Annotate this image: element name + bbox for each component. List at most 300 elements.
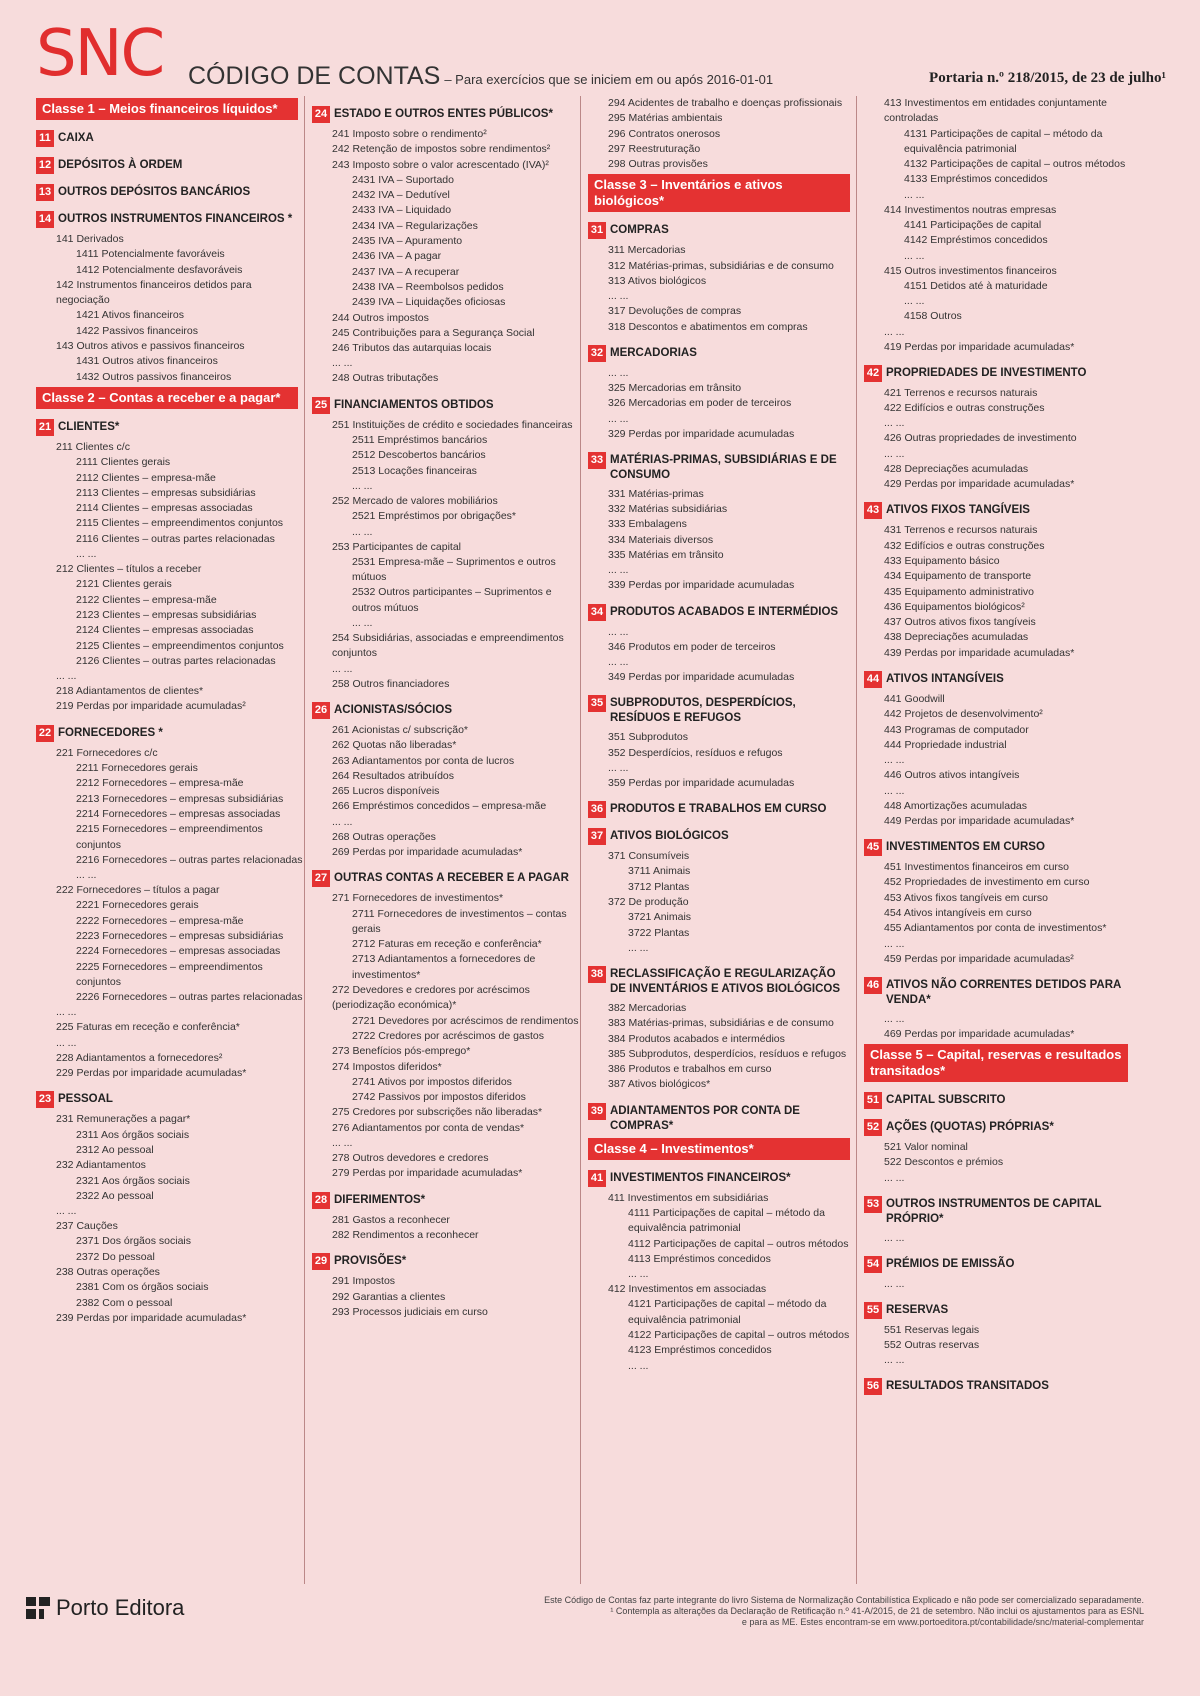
account-entry bbox=[862, 264, 1134, 279]
account-code: 2321 bbox=[76, 1174, 100, 1187]
account-name: Perdas por imparidade acumuladas* bbox=[904, 478, 1075, 491]
account-entry bbox=[34, 354, 304, 369]
account-entry bbox=[586, 96, 856, 111]
account-entry bbox=[586, 1343, 856, 1358]
account-group-name: PROPRIEDADES DE INVESTIMENTO bbox=[886, 366, 1087, 379]
account-name: IVA – Liquidações oficiosas bbox=[378, 296, 506, 309]
account-entry bbox=[34, 278, 304, 309]
account-entry bbox=[586, 1191, 856, 1206]
account-code: 384 bbox=[608, 1032, 626, 1045]
account-entry bbox=[862, 309, 1134, 324]
account-group bbox=[588, 222, 852, 239]
account-name: Perdas por imparidade acumuladas² bbox=[904, 952, 1074, 965]
account-code: 317 bbox=[608, 305, 626, 318]
account-code: 263 bbox=[332, 754, 350, 767]
account-name: Fornecedores – outras partes relacionadas bbox=[102, 991, 303, 1004]
account-entry bbox=[862, 172, 1134, 187]
account-name: Mercadorias bbox=[628, 1001, 687, 1014]
account-group-name: ESTADO E OUTROS ENTES PÚBLICOS* bbox=[334, 108, 553, 120]
account-entry bbox=[310, 1228, 580, 1243]
account-group-name: RECLASSIFICAÇÃO E REGULARIZAÇÃO DE INVENTÁRIOS E ATIVOS BIOLÓGICOS bbox=[610, 967, 841, 995]
account-group bbox=[864, 1196, 1130, 1227]
class-heading: Classe 1 – Meios financeiros líquidos* bbox=[36, 98, 298, 120]
account-name: Perdas por imparidade acumuladas bbox=[628, 670, 795, 683]
ellipsis-row: ... ... bbox=[884, 784, 905, 797]
account-name: Devedores e credores por acréscimos (periodização económica)* bbox=[332, 984, 530, 1012]
account-entry bbox=[862, 96, 1134, 127]
ellipsis-row: ... ... bbox=[56, 1205, 77, 1218]
account-code: 414 bbox=[884, 203, 902, 216]
account-name: Terrenos e recursos naturais bbox=[904, 524, 1038, 537]
account-entry bbox=[34, 639, 304, 654]
account-name: Equipamento administrativo bbox=[904, 585, 1035, 598]
column-4 bbox=[862, 96, 1134, 1584]
account-entry bbox=[586, 320, 856, 335]
account-entry bbox=[586, 274, 856, 289]
account-entry bbox=[310, 907, 580, 938]
account-name: Ativos intangíveis em curso bbox=[903, 906, 1032, 919]
account-code: 2114 bbox=[76, 502, 99, 515]
account-group-name: OUTROS DEPÓSITOS BANCÁRIOS bbox=[58, 186, 251, 198]
account-name: Outros passivos financeiros bbox=[102, 370, 232, 383]
account-name: Participações de capital – método da equivalência patrimonial bbox=[628, 1298, 827, 1326]
account-entry bbox=[586, 1077, 856, 1092]
account-entry bbox=[586, 517, 856, 532]
account-code: 2322 bbox=[76, 1189, 100, 1202]
account-code: 325 bbox=[608, 381, 626, 394]
account-code: 253 bbox=[332, 540, 350, 553]
ellipsis-row: ... ... bbox=[884, 1231, 905, 1244]
account-group-number: 39 bbox=[588, 1103, 606, 1120]
account-code: 312 bbox=[608, 259, 626, 272]
account-code: 436 bbox=[884, 600, 902, 613]
account-entry bbox=[310, 464, 580, 479]
account-code: 2121 bbox=[76, 578, 100, 591]
account-name: Subprodutos, desperdícios, resíduos e refugos bbox=[628, 1047, 847, 1060]
account-code: 143 bbox=[56, 340, 74, 353]
account-code: 275 bbox=[332, 1106, 350, 1119]
account-name: Equipamento de transporte bbox=[904, 570, 1032, 583]
account-group bbox=[36, 184, 300, 201]
account-code: 2123 bbox=[76, 608, 100, 621]
account-name: Participações de capital – outros métodos bbox=[654, 1329, 850, 1342]
account-code: 454 bbox=[884, 906, 902, 919]
account-name: Investimentos financeiros em curso bbox=[904, 861, 1070, 874]
account-entry bbox=[34, 471, 304, 486]
account-code: 1422 bbox=[76, 324, 100, 337]
account-group-name: RESERVAS bbox=[886, 1303, 949, 1316]
account-code: 291 bbox=[332, 1275, 350, 1288]
account-entry bbox=[310, 1044, 580, 1059]
account-group-number: 33 bbox=[588, 452, 606, 469]
account-entry bbox=[34, 577, 304, 592]
account-name: IVA – Apuramento bbox=[378, 235, 463, 248]
account-code: 2225 bbox=[76, 960, 100, 973]
account-entry bbox=[862, 799, 1134, 814]
account-group-name: DEPÓSITOS À ORDEM bbox=[58, 159, 183, 171]
account-code: 449 bbox=[884, 814, 902, 827]
account-name: Empréstimos bancários bbox=[377, 434, 488, 447]
account-group-number: 42 bbox=[864, 365, 882, 382]
account-code: 429 bbox=[884, 478, 902, 491]
account-name: Com os órgãos sociais bbox=[102, 1281, 209, 1294]
account-group-name: ATIVOS INTANGÍVEIS bbox=[886, 673, 1004, 686]
account-group bbox=[312, 106, 576, 123]
account-name: Matérias ambientais bbox=[628, 112, 723, 125]
account-entry bbox=[586, 1001, 856, 1016]
account-entry bbox=[34, 776, 304, 791]
ellipsis-row: ... ... bbox=[608, 412, 629, 425]
account-group bbox=[312, 1253, 576, 1270]
account-code: 4133 bbox=[904, 173, 928, 186]
account-name: Clientes – títulos a receber bbox=[76, 563, 202, 576]
account-code: 4158 bbox=[904, 310, 928, 323]
account-entry bbox=[310, 326, 580, 341]
account-entry bbox=[310, 509, 580, 524]
account-group bbox=[864, 1119, 1130, 1136]
account-name: Matérias subsidiárias bbox=[628, 503, 728, 516]
account-code: 2222 bbox=[76, 914, 100, 927]
account-name: Processos judiciais em curso bbox=[352, 1305, 488, 1318]
account-group-number: 56 bbox=[864, 1378, 882, 1395]
account-entry bbox=[586, 157, 856, 172]
account-name: Derivados bbox=[76, 233, 124, 245]
account-name: Reservas legais bbox=[904, 1323, 980, 1336]
account-name: Com o pessoal bbox=[102, 1296, 173, 1309]
account-group-number: 23 bbox=[36, 1091, 54, 1108]
account-name: Depreciações acumuladas bbox=[904, 462, 1029, 475]
account-name: Devoluções de compras bbox=[628, 305, 742, 318]
account-code: 4132 bbox=[904, 158, 928, 171]
account-entry bbox=[862, 386, 1134, 401]
account-name: Materiais diversos bbox=[628, 533, 714, 546]
account-name: Faturas em receção e conferência* bbox=[378, 938, 542, 951]
account-name: Clientes – empresas subsidiárias bbox=[102, 608, 257, 621]
account-group-name: PROVISÕES* bbox=[334, 1255, 407, 1268]
account-group-number: 11 bbox=[36, 130, 54, 147]
account-group-number: 22 bbox=[36, 725, 54, 742]
account-name: Clientes c/c bbox=[75, 440, 130, 453]
account-entry bbox=[310, 1305, 580, 1320]
account-code: 2226 bbox=[76, 991, 100, 1004]
account-entry bbox=[34, 960, 304, 991]
account-code: 219 bbox=[56, 700, 74, 713]
account-code: 2741 bbox=[352, 1075, 376, 1088]
account-group bbox=[312, 397, 576, 414]
account-code: 359 bbox=[608, 776, 626, 789]
account-entry bbox=[586, 730, 856, 745]
account-code: 387 bbox=[608, 1078, 626, 1091]
account-name: Perdas por imparidade acumuladas* bbox=[904, 1027, 1075, 1040]
account-code: 2122 bbox=[76, 593, 100, 606]
account-entry bbox=[586, 1282, 856, 1297]
account-code: 435 bbox=[884, 585, 902, 598]
account-entry bbox=[34, 1174, 304, 1189]
account-name: Depreciações acumuladas bbox=[904, 631, 1029, 644]
account-entry bbox=[310, 1290, 580, 1305]
account-name: Potencialmente desfavoráveis bbox=[102, 263, 243, 276]
account-code: 2742 bbox=[352, 1091, 376, 1104]
account-code: 251 bbox=[332, 418, 350, 431]
account-group-name: INVESTIMENTOS FINANCEIROS* bbox=[610, 1171, 791, 1184]
account-group bbox=[36, 211, 300, 228]
account-entry bbox=[862, 600, 1134, 615]
account-entry bbox=[586, 1062, 856, 1077]
account-group-number: 37 bbox=[588, 828, 606, 845]
account-entry bbox=[34, 1234, 304, 1249]
account-name: Animais bbox=[652, 865, 691, 878]
account-entry bbox=[586, 381, 856, 396]
account-group bbox=[588, 801, 852, 818]
account-name: Fornecedores – empreendimentos conjuntos bbox=[76, 960, 263, 988]
account-group bbox=[864, 1302, 1130, 1319]
account-entry bbox=[862, 630, 1134, 645]
account-name: Perdas por imparidade acumuladas bbox=[628, 427, 795, 440]
account-group-number: 12 bbox=[36, 157, 54, 174]
account-name: Empréstimos por obrigações* bbox=[378, 510, 517, 523]
account-code: 451 bbox=[884, 861, 902, 874]
account-code: 2115 bbox=[76, 517, 99, 530]
publisher-logo bbox=[26, 1595, 184, 1621]
account-group-number: 45 bbox=[864, 839, 882, 856]
account-entry bbox=[310, 1029, 580, 1044]
account-entry bbox=[586, 776, 856, 791]
account-code: 455 bbox=[884, 922, 902, 935]
ellipsis-row: ... ... bbox=[884, 325, 905, 338]
account-code: 4131 bbox=[904, 127, 928, 140]
account-name: Adiantamentos por conta de investimentos* bbox=[903, 922, 1107, 935]
account-entry bbox=[586, 396, 856, 411]
account-entry bbox=[862, 1140, 1134, 1155]
account-entry bbox=[310, 540, 580, 555]
account-entry bbox=[862, 279, 1134, 294]
account-group bbox=[36, 1091, 300, 1108]
account-code: 419 bbox=[884, 340, 902, 353]
account-code: 211 bbox=[56, 440, 73, 453]
account-name: Produtos acabados e intermédios bbox=[628, 1032, 785, 1045]
account-entry bbox=[862, 1155, 1134, 1170]
account-code: 411 bbox=[608, 1191, 625, 1204]
account-entry bbox=[34, 1250, 304, 1265]
account-code: 2521 bbox=[352, 510, 376, 523]
account-name: IVA – A recuperar bbox=[378, 265, 460, 278]
account-entry bbox=[862, 477, 1134, 492]
account-name: Aos órgãos sociais bbox=[100, 1128, 190, 1141]
account-group bbox=[864, 502, 1130, 519]
account-code: 2124 bbox=[76, 624, 100, 637]
account-name: Fornecedores gerais bbox=[102, 899, 199, 912]
account-code: 2721 bbox=[352, 1014, 376, 1027]
account-entry bbox=[310, 830, 580, 845]
account-entry bbox=[586, 1016, 856, 1031]
account-code: 245 bbox=[332, 326, 350, 339]
account-code: 278 bbox=[332, 1152, 350, 1165]
account-name: Produtos e trabalhos em curso bbox=[628, 1063, 772, 1076]
brand-title: SNC bbox=[36, 17, 164, 91]
account-code: 279 bbox=[332, 1167, 350, 1180]
account-name: Adiantamentos bbox=[75, 1159, 146, 1172]
account-group bbox=[864, 1378, 1130, 1395]
account-code: 432 bbox=[884, 539, 902, 552]
account-name: Quotas não liberadas* bbox=[352, 739, 457, 752]
account-code: 295 bbox=[608, 112, 626, 125]
account-name: Fornecedores – empresa-mãe bbox=[102, 914, 244, 927]
ellipsis-row: ... ... bbox=[608, 655, 629, 668]
account-entry bbox=[310, 173, 580, 188]
account-entry bbox=[34, 1280, 304, 1295]
ellipsis-row: ... ... bbox=[884, 754, 905, 767]
account-code: 352 bbox=[608, 746, 626, 759]
account-entry bbox=[34, 339, 304, 354]
account-group bbox=[588, 695, 852, 726]
ellipsis-row: ... ... bbox=[884, 417, 905, 430]
account-name: Participações de capital – outros métodos bbox=[653, 1237, 849, 1250]
account-entry bbox=[34, 247, 304, 262]
account-code: 444 bbox=[884, 738, 902, 751]
account-name: Ativos biológicos bbox=[627, 275, 707, 288]
title-text: CÓDIGO DE CONTAS bbox=[188, 62, 441, 90]
account-name: Perdas por imparidade acumuladas* bbox=[904, 814, 1075, 827]
account-name: Fornecedores – empreendimentos conjuntos bbox=[76, 823, 263, 851]
account-code: 2435 bbox=[352, 235, 376, 248]
account-name: Outras propriedades de investimento bbox=[904, 432, 1077, 445]
account-code: 2223 bbox=[76, 929, 100, 942]
account-code: 334 bbox=[608, 533, 626, 546]
account-entry bbox=[34, 761, 304, 776]
account-name: Clientes – empresas subsidiárias bbox=[101, 486, 256, 499]
account-code: 2532 bbox=[352, 586, 376, 599]
account-entry bbox=[862, 814, 1134, 829]
account-name: Passivos financeiros bbox=[102, 324, 198, 337]
account-entry bbox=[34, 699, 304, 714]
account-name: Reestruturação bbox=[628, 142, 701, 155]
account-entry bbox=[310, 203, 580, 218]
account-entry bbox=[862, 891, 1134, 906]
account-entry bbox=[310, 188, 580, 203]
account-entry bbox=[310, 1105, 580, 1120]
ellipsis-row: ... ... bbox=[628, 1268, 649, 1281]
account-name: Adiantamentos a fornecedores de investimentos* bbox=[352, 953, 536, 981]
account-code: 239 bbox=[56, 1311, 74, 1324]
account-name: IVA – Regularizações bbox=[378, 219, 478, 232]
account-entry bbox=[586, 849, 856, 864]
account-group-name: RESULTADOS TRANSITADOS bbox=[886, 1380, 1049, 1393]
account-code: 238 bbox=[56, 1266, 74, 1279]
account-entry bbox=[586, 864, 856, 879]
account-code: 452 bbox=[884, 876, 902, 889]
account-entry bbox=[862, 1027, 1134, 1042]
account-name: Animais bbox=[653, 911, 692, 924]
account-code: 346 bbox=[608, 640, 626, 653]
account-code: 237 bbox=[56, 1220, 74, 1233]
account-name: Subprodutos bbox=[628, 731, 688, 744]
account-entry bbox=[586, 111, 856, 126]
account-entry bbox=[862, 127, 1134, 158]
account-entry bbox=[310, 1060, 580, 1075]
account-name: Descontos e prémios bbox=[904, 1156, 1004, 1169]
account-code: 335 bbox=[608, 549, 626, 562]
account-entry bbox=[34, 807, 304, 822]
account-name: Ativos biológicos* bbox=[627, 1078, 711, 1091]
account-name: Matérias-primas, subsidiárias e de consumo bbox=[628, 1017, 834, 1030]
account-entry bbox=[310, 1090, 580, 1105]
account-entry bbox=[586, 243, 856, 258]
account-code: 448 bbox=[884, 799, 902, 812]
account-code: 254 bbox=[332, 632, 350, 645]
account-code: 326 bbox=[608, 397, 626, 410]
account-code: 412 bbox=[608, 1283, 626, 1296]
account-group bbox=[36, 130, 300, 147]
account-group-number: 29 bbox=[312, 1253, 330, 1270]
account-code: 351 bbox=[608, 731, 626, 744]
class-heading: Classe 5 – Capital, reservas e resultados transitados* bbox=[864, 1044, 1128, 1082]
footnote-line: Este Código de Contas faz parte integrante do livro Sistema de Normalização Contabilística Explicado e não pode ser comercializado separadamente. bbox=[544, 1595, 1144, 1605]
account-entry bbox=[310, 784, 580, 799]
account-entry bbox=[586, 427, 856, 442]
account-code: 296 bbox=[608, 127, 626, 140]
account-group-number: 25 bbox=[312, 397, 330, 414]
account-code: 318 bbox=[608, 320, 626, 333]
account-group bbox=[36, 419, 300, 436]
account-group-name: AÇÕES (QUOTAS) PRÓPRIAS* bbox=[886, 1121, 1054, 1134]
account-name: Clientes gerais bbox=[102, 578, 172, 591]
account-code: 141 bbox=[56, 233, 74, 245]
account-entry bbox=[586, 142, 856, 157]
account-group bbox=[864, 1092, 1130, 1109]
account-entry bbox=[34, 440, 304, 455]
account-code: 2126 bbox=[76, 654, 100, 667]
account-code: 443 bbox=[884, 723, 902, 736]
account-code: 332 bbox=[608, 503, 626, 516]
account-entry bbox=[34, 1296, 304, 1311]
account-entry bbox=[586, 1328, 856, 1343]
account-entry bbox=[34, 263, 304, 278]
account-name: Ativos financeiros bbox=[101, 309, 184, 322]
account-name: Matérias em trânsito bbox=[628, 549, 724, 562]
account-entry bbox=[862, 554, 1134, 569]
account-entry bbox=[862, 860, 1134, 875]
account-name: Potencialmente favoráveis bbox=[101, 248, 225, 261]
account-entry bbox=[586, 259, 856, 274]
account-name: Cauções bbox=[76, 1220, 118, 1233]
account-code: 421 bbox=[884, 386, 902, 399]
account-name: Aos órgãos sociais bbox=[101, 1174, 190, 1187]
account-entry bbox=[862, 431, 1134, 446]
account-code: 313 bbox=[608, 275, 626, 288]
account-name: Perdas por imparidade acumuladas bbox=[628, 579, 795, 592]
account-entry bbox=[862, 615, 1134, 630]
account-code: 2511 bbox=[352, 434, 375, 447]
account-name: Investimentos em entidades conjuntamente controladas bbox=[884, 97, 1107, 125]
account-name: Imposto sobre o rendimento² bbox=[352, 128, 487, 140]
account-name: Propriedade industrial bbox=[904, 738, 1007, 751]
ellipsis-row: ... ... bbox=[608, 761, 629, 774]
account-code: 268 bbox=[332, 830, 350, 843]
account-name: Fornecedores de investimentos – contas gerais bbox=[352, 907, 567, 935]
account-name: Fornecedores c/c bbox=[76, 746, 158, 759]
account-entry bbox=[862, 157, 1134, 172]
account-entry bbox=[310, 341, 580, 356]
account-group-name: COMPRAS bbox=[610, 224, 669, 237]
account-group-number: 28 bbox=[312, 1192, 330, 1209]
ellipsis-row: ... ... bbox=[628, 941, 649, 954]
account-code: 2437 bbox=[352, 265, 376, 278]
account-name: Outros ativos financeiros bbox=[102, 355, 218, 368]
account-code: 142 bbox=[56, 278, 74, 291]
account-code: 2211 bbox=[76, 762, 99, 775]
account-group-number: 44 bbox=[864, 671, 882, 688]
account-entry bbox=[310, 234, 580, 249]
